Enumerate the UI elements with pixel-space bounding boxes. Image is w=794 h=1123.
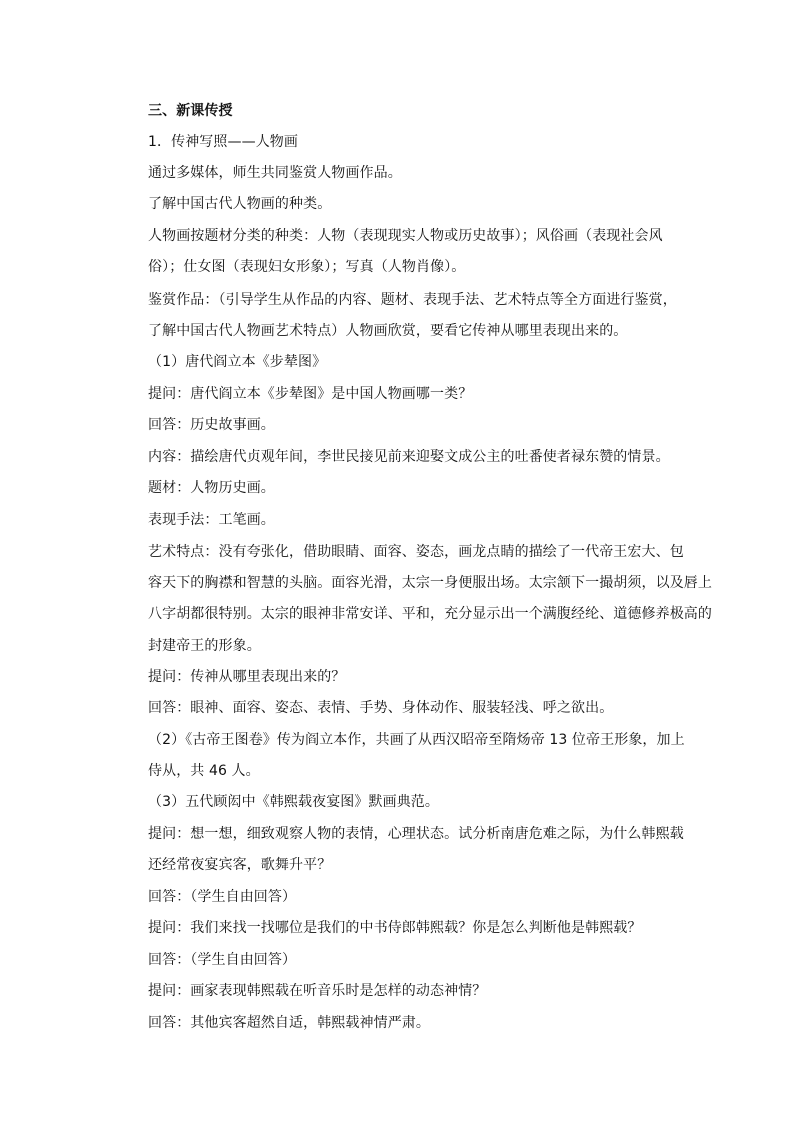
paragraph: 表现手法：工笔画。 [148, 512, 275, 528]
paragraph: 通过多媒体，师生共同鉴赏人物画作品。 [148, 165, 402, 181]
paragraph-continuation: 了解中国古代人物画艺术特点）人物画欣赏，要看它传神从哪里表现出来的。 [148, 323, 628, 339]
paragraph-continuation: 封建帝王的形象。 [148, 638, 261, 654]
artwork-title: （2）《古帝王图卷》传为阎立本作，共画了从西汉昭帝至隋炀帝 13 位帝王形象，加上 [148, 732, 685, 748]
paragraph-continuation: 侍从，共 46 人。 [148, 763, 260, 779]
question: 提问：我们来找一找哪位是我们的中书侍郎韩熙载？你是怎么判断他是韩熙载？ [148, 920, 642, 936]
answer: 回答：（学生自由回答） [148, 952, 297, 968]
paragraph: 内容：描绘唐代贞观年间，李世民接见前来迎娶文成公主的吐番使者禄东赞的情景。 [148, 449, 670, 465]
subsection-title: 1．传神写照——人物画 [148, 134, 299, 150]
paragraph: 艺术特点：没有夸张化，借助眼睛、面容、姿态，画龙点睛的描绘了一代帝王宏大、包 [148, 544, 684, 560]
question: 提问：画家表现韩熙载在听音乐时是怎样的动态神情？ [148, 983, 487, 999]
question-continuation: 还经常夜宴宾客，歌舞升平？ [148, 857, 332, 873]
question: 提问：传神从哪里表现出来的？ [148, 669, 346, 685]
paragraph-continuation: 俗）；仕女图（表现妇女形象）；写真（人物肖像）。 [148, 259, 466, 275]
paragraph-continuation: 八字胡都很特别。太宗的眼神非常安详、平和，充分显示出一个满腹经纶、道德修养极高的 [148, 606, 712, 622]
artwork-title: （1）唐代阎立本《步辇图》 [148, 354, 327, 370]
artwork-title: （3）五代顾闳中《韩熙载夜宴图》默画典范。 [148, 794, 440, 810]
paragraph: 鉴赏作品：（引导学生从作品的内容、题材、表现手法、艺术特点等全方面进行鉴赏， [148, 292, 677, 308]
answer: 回答：（学生自由回答） [148, 889, 297, 905]
question: 提问：唐代阎立本《步辇图》是中国人物画哪一类？ [148, 386, 473, 402]
paragraph: 人物画按题材分类的种类：人物（表现现实人物或历史故事）；风俗画（表现社会风 [148, 228, 663, 244]
answer: 回答：其他宾客超然自适，韩熙载神情严肃。 [148, 1015, 430, 1031]
paragraph: 了解中国古代人物画的种类。 [148, 196, 332, 212]
question: 提问：想一想，细致观察人物的表情，心理状态。试分析南唐危难之际，为什么韩熙载 [148, 826, 684, 842]
answer: 回答：眼神、面容、姿态、表情、手势、身体动作、服装轻浅、呼之欲出。 [148, 700, 614, 716]
paragraph-continuation: 容天下的胸襟和智慧的头脑。面容光滑，太宗一身便服出场。太宗颔下一撮胡须，以及唇上 [148, 575, 712, 591]
answer: 回答：历史故事画。 [148, 417, 275, 433]
section-title: 三、新课传授 [148, 103, 233, 119]
paragraph: 题材：人物历史画。 [148, 480, 275, 496]
